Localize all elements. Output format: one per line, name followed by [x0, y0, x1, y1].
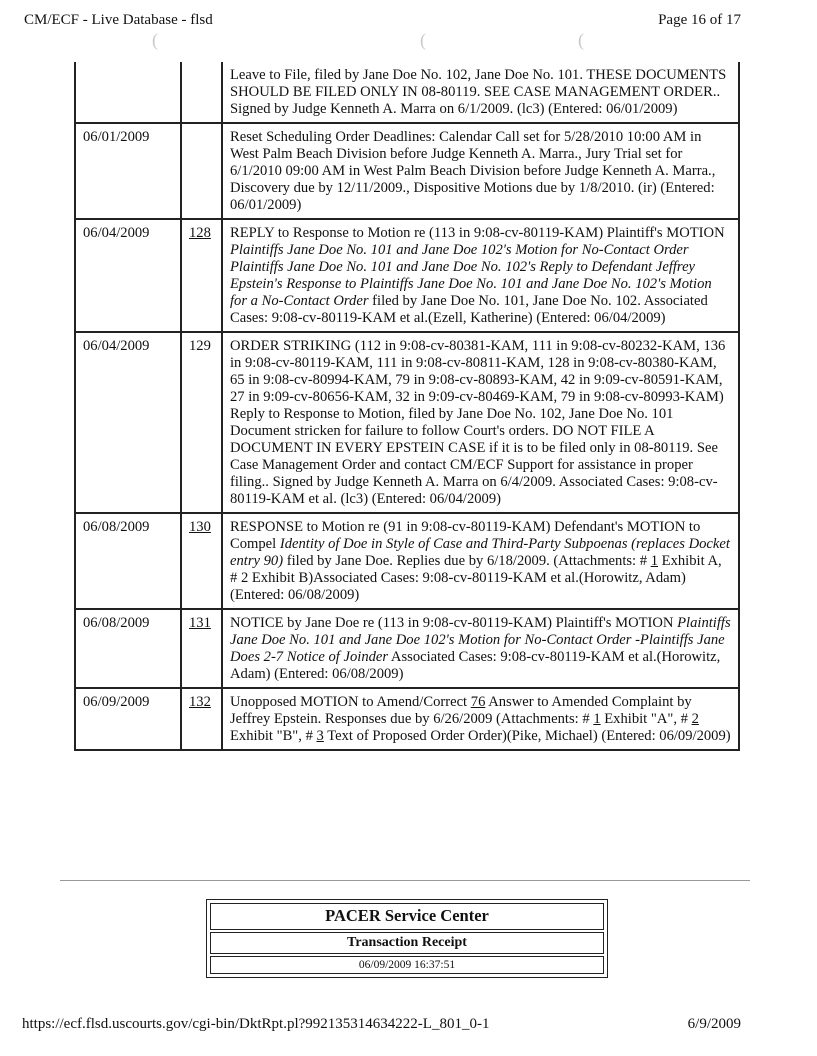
attachment-link[interactable]: 1: [593, 711, 601, 727]
docket-date: 06/01/2009: [75, 123, 181, 219]
docket-text-segment: Answer to Amended Complaint by Jeffrey Epstein. Responses due by 6/26/2009 (Attachments: #: [230, 694, 692, 727]
docket-date: 06/04/2009: [75, 219, 181, 332]
docket-text: [222, 609, 739, 688]
docket-text-italic: Plaintiffs Jane Doe No. 101 and Jane Doe 102's Motion for No-Contact Order Plaintiffs Jane Doe No. 101 and Jane Doe No. 102's Reply to Defendant Jeffrey Epstein's Response to Plaintiffs Jane Doe No. 101 and Jane Doe No. 102's Motion for a No-Contact Order: [230, 242, 712, 309]
docket-number: 129: [189, 338, 211, 354]
docket-row: [75, 688, 739, 750]
docket-text-segment: ORDER STRIKING (112 in 9:08-cv-80381-KAM, 111 in 9:08-cv-80232-KAM, 136 in 9:08-cv-80119-KAM, 111 in 9:08-cv-80811-KAM, 128 in 9:08-cv-80380-KAM, 65 in 9:08-cv-80994-KAM, 79 in 9:08-cv-80893-KAM, 42 in 9:09-cv-80591-KAM, 27 in 9:09-cv-80656-KAM, 32 in 9:09-cv-80469-KAM, 79 in 9:08-cv-80993-KAM) Reply to Response to Motion, filed by Jane Doe No. 102, Jane Doe No. 101 Document stricken for failure to follow Court's orders. DO NOT FILE A DOCUMENT IN EVERY EPSTEIN CASE if it is to be filed only in 08-80119. See Case Management Order and contact CM/ECF Support for assistance in proper filing.. Signed by Judge Kenneth A. Marra on 6/4/2009. Associated Cases: 9:08-cv-80119-KAM et al. (lc3) (Entered: 06/04/2009): [230, 338, 726, 507]
attachment-link[interactable]: 76: [470, 694, 486, 710]
receipt-timestamp: 06/09/2009 16:37:51: [210, 956, 604, 974]
docket-number-link[interactable]: 131: [189, 615, 211, 631]
page-number: Page 16 of 17: [658, 12, 741, 28]
docket-text-segment: REPLY to Response to Motion re (113 in 9:08-cv-80119-KAM) Plaintiff's MOTION: [230, 225, 725, 241]
docket-text: [222, 688, 739, 750]
divider: [60, 880, 750, 881]
docket-text-italic: Plaintiffs Jane Doe No. 101 and Jane Doe 102's Motion for No-Contact Order -Plaintiffs Jane Does 2-7 Notice of Joinder: [230, 615, 731, 665]
docket-text-segment: Exhibit A, # 2 Exhibit B)Associated Cases: 9:08-cv-80119-KAM et al.(Horowitz, Adam) (Entered: 06/08/2009): [230, 553, 722, 603]
docket-text: [222, 332, 739, 513]
docket-date: [75, 62, 181, 123]
docket-number-cell: [181, 688, 222, 750]
docket-row: [75, 609, 739, 688]
docket-row: [75, 219, 739, 332]
docket-text-segment: Exhibit "A", #: [600, 711, 692, 727]
docket-text: [222, 123, 739, 219]
docket-number-link[interactable]: 132: [189, 694, 211, 710]
attachment-link[interactable]: 1: [650, 553, 658, 569]
docket-text-segment: Reset Scheduling Order Deadlines: Calendar Call set for 5/28/2010 10:00 AM in West Palm Beach Division before Judge Kenneth A. Marra., Jury Trial set for 6/1/2010 09:00 AM in West Palm Beach Division before Judge Kenneth A. Marra., Discovery due by 12/11/2009., Dispositive Motions due by 1/8/2010. (ir) (Entered: 06/01/2009): [230, 129, 716, 213]
docket-date: 06/04/2009: [75, 332, 181, 513]
docket-date: 06/08/2009: [75, 513, 181, 609]
docket-text-segment: NOTICE by Jane Doe re (113 in 9:08-cv-80119-KAM) Plaintiff's MOTION: [230, 615, 678, 631]
docket-row: [75, 62, 739, 123]
docket-number-link[interactable]: 130: [189, 519, 211, 535]
docket-row: [75, 332, 739, 513]
docket-number-cell: [181, 332, 222, 513]
docket-date: 06/09/2009: [75, 688, 181, 750]
docket-number-cell: [181, 609, 222, 688]
scan-mark: (: [152, 30, 158, 50]
docket-number-cell: [181, 513, 222, 609]
attachment-link[interactable]: 3: [316, 728, 324, 744]
page-header-title: CM/ECF - Live Database - flsd: [24, 12, 213, 28]
docket-text-segment: Exhibit "B", #: [230, 728, 317, 744]
docket-text: [222, 219, 739, 332]
docket-text-segment: filed by Jane Doe No. 101, Jane Doe No. 102. Associated Cases: 9:08-cv-80119-KAM et al.(Ezell, Katherine) (Entered: 06/04/2009): [230, 293, 708, 326]
docket-text: [222, 513, 739, 609]
docket-text: [222, 62, 739, 123]
docket-text-segment: Associated Cases: 9:08-cv-80119-KAM et al.(Horowitz, Adam) (Entered: 06/08/2009): [230, 649, 721, 682]
docket-date: 06/08/2009: [75, 609, 181, 688]
docket-number-link[interactable]: 128: [189, 225, 211, 241]
receipt-title: PACER Service Center: [210, 903, 604, 930]
docket-number-cell: [181, 62, 222, 123]
docket-text-segment: Text of Proposed Order Order)(Pike, Michael) (Entered: 06/09/2009): [323, 728, 731, 744]
docket-text-segment: Unopposed MOTION to Amend/Correct: [230, 694, 471, 710]
docket-row: [75, 513, 739, 609]
print-date: 6/9/2009: [687, 1016, 741, 1032]
scan-mark: (: [578, 30, 584, 50]
docket-text-segment: RESPONSE to Motion re (91 in 9:08-cv-80119-KAM) Defendant's MOTION to Compel: [230, 519, 701, 552]
receipt-subtitle: Transaction Receipt: [210, 932, 604, 954]
page-url: https://ecf.flsd.uscourts.gov/cgi-bin/DktRpt.pl?992135314634222-L_801_0-1: [22, 1016, 490, 1032]
docket-row: [75, 123, 739, 219]
docket-number-cell: [181, 123, 222, 219]
attachment-link[interactable]: 2: [691, 711, 699, 727]
scan-mark: (: [420, 30, 426, 50]
docket-text-italic: Identity of Doe in Style of Case and Third-Party Subpoenas (replaces Docket entry 90): [230, 536, 730, 569]
docket-table: [74, 62, 740, 751]
docket-text-segment: filed by Jane Doe. Replies due by 6/18/2009. (Attachments: #: [283, 553, 651, 569]
pacer-receipt: [206, 899, 608, 978]
docket-number-cell: [181, 219, 222, 332]
docket-text-segment: Leave to File, filed by Jane Doe No. 102, Jane Doe No. 101. THESE DOCUMENTS SHOULD BE FILED ONLY IN 08-80119. SEE CASE MANAGEMENT ORDER.. Signed by Judge Kenneth A. Marra on 6/1/2009. (lc3) (Entered: 06/01/2009): [230, 67, 727, 117]
